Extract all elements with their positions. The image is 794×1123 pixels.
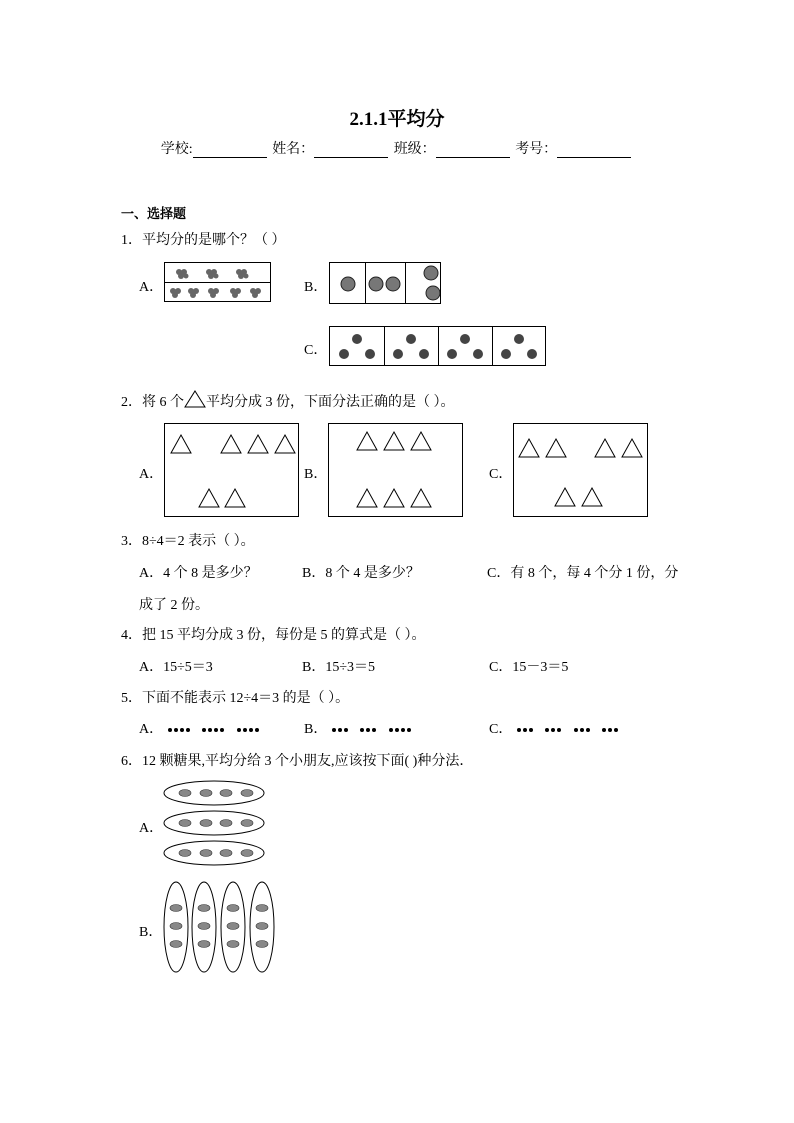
triangle-icon [546,439,566,457]
apple-icon [339,349,349,359]
dot-icon [249,728,253,732]
dot-icon [168,728,172,732]
triangle-icon [622,439,642,457]
q6-option-a-label[interactable]: A． [139,821,164,836]
triangle-icon [411,489,431,507]
q6-option-b-label[interactable]: B． [139,925,163,940]
triangle-icons [165,424,298,516]
dot-group [601,722,619,737]
exam-no-label: 考号： [515,142,558,157]
triangle-icon [357,432,377,450]
candy-icon [227,905,239,948]
dot-icon [401,728,405,732]
q2-option-b-label[interactable]: B． [304,467,328,482]
watermelon-icon [341,277,355,291]
name-label: 姓名： [272,142,315,157]
dot-icon [243,728,247,732]
dot-group [359,722,377,737]
dot-group [236,722,260,737]
apple-icon [352,334,362,344]
dot-group [573,722,591,737]
apple-icon [393,349,403,359]
dot-icon [186,728,190,732]
grape-icon [176,269,189,279]
q5-option-b[interactable] [304,718,412,738]
triangle-icon [384,489,404,507]
section-heading: 一、选择题 [121,206,187,221]
dot-icon [360,728,364,732]
dot-icon [366,728,370,732]
triangle-icon [519,439,539,457]
apple-icon [501,349,511,359]
triangle-icon [171,435,191,453]
dot-group [167,722,191,737]
dot-icon [574,728,578,732]
dot-icon [220,728,224,732]
dot-icon [332,728,336,732]
school-blank[interactable] [193,143,267,158]
watermelon-icon [424,266,438,280]
class-label: 班级： [393,142,436,157]
triangle-icon [582,488,602,506]
q3-option-a[interactable]: A．4 个 8 是多少？ [139,566,258,581]
q1-option-b-figure [329,262,441,304]
triangle-icons [329,424,462,516]
watermelon-icons [330,263,440,303]
triangle-icon [184,390,206,408]
dot-icon [255,728,259,732]
q1-option-c-figure [329,326,546,366]
grape-icon [208,288,219,298]
q4-option-b[interactable]: B．15÷3＝5 [302,660,376,675]
class-blank[interactable] [436,143,510,158]
q1-option-b-label[interactable]: B． [304,280,328,295]
name-blank[interactable] [314,143,388,158]
student-info-row [0,138,794,158]
candy-icon [256,905,268,948]
dot-icon [389,728,393,732]
q2-option-a-figure [164,423,299,517]
q5-option-c[interactable] [489,718,619,738]
candy-icon [170,905,182,948]
q1-option-a-label[interactable]: A． [139,280,164,295]
triangle-icon [199,489,219,507]
q5-option-b-label: B． [304,722,328,737]
apple-icon [419,349,429,359]
triangle-icon [595,439,615,457]
candy-icon [198,905,210,948]
q2-stem [121,390,455,411]
q5-option-a[interactable] [139,718,260,738]
q2-option-c-figure [513,423,648,517]
q1-option-a-figure [164,262,271,302]
page-title: 2.1.1平均分 [349,109,445,130]
dot-icon [557,728,561,732]
dot-icon [523,728,527,732]
dot-icon [174,728,178,732]
dot-group [516,722,534,737]
grape-icon [236,269,249,279]
dot-icon [602,728,606,732]
q4-option-a[interactable]: A．15÷5＝3 [139,660,213,675]
q6-option-a-figure [163,780,267,866]
q5-option-a-label: A． [139,722,164,737]
triangle-icon [248,435,268,453]
dot-icon [180,728,184,732]
dot-group [201,722,225,737]
apple-icon [447,349,457,359]
q5-option-c-label: C． [489,722,513,737]
dot-icon [237,728,241,732]
grape-icon [230,288,241,298]
q2-option-b-figure [328,423,463,517]
q2-option-c-label[interactable]: C． [489,467,513,482]
dot-icon [614,728,618,732]
dot-icon [395,728,399,732]
q2-stem-pre: 2．将 6 个 [121,395,184,410]
q1-stem: 1．平均分的是哪个？（ ） [121,233,286,248]
dot-group [388,722,412,737]
grape-icons [165,263,270,301]
q5-stem: 5．下面不能表示 12÷4＝3 的是（ ）。 [121,691,350,706]
dot-icon [344,728,348,732]
apple-icon [406,334,416,344]
triangle-icon [275,435,295,453]
dot-icon [545,728,549,732]
triangle-icon [384,432,404,450]
candy-icon [179,820,253,827]
dot-icon [372,728,376,732]
q4-stem: 4．把 15 平均分成 3 份，每份是 5 的算式是（ ）。 [121,628,426,643]
triangle-icon [555,488,575,506]
watermelon-icon [426,286,440,300]
q6-option-b-figure [162,880,276,974]
dot-icon [208,728,212,732]
dot-icon [407,728,411,732]
q1-option-c-label[interactable]: C． [304,343,328,358]
triangle-icon [221,435,241,453]
dot-icon [517,728,521,732]
triangle-icon [357,489,377,507]
dot-icon [608,728,612,732]
dot-group [544,722,562,737]
q6-stem: 6．12 颗糖果,平均分给 3 个小朋友,应该按下面( )种分法． [121,754,474,769]
triangle-icons [514,424,647,516]
exam-no-blank[interactable] [557,143,631,158]
q2-stem-post: 平均分成 3 份，下面分法正确的是（ ）。 [206,395,455,410]
q3-option-b[interactable]: B．8 个 4 是多少？ [302,566,420,581]
triangle-icon [411,432,431,450]
apple-icon [460,334,470,344]
apple-icons [330,327,545,365]
q2-option-a-label[interactable]: A． [139,467,164,482]
q3-stem: 3．8÷4＝2 表示（ ）。 [121,534,255,549]
dot-icon [529,728,533,732]
grape-icon [170,288,181,298]
dot-group [331,722,349,737]
candy-icon [179,790,253,797]
dot-icon [580,728,584,732]
watermelon-icon [369,277,383,291]
apple-icon [514,334,524,344]
dot-icon [338,728,342,732]
grape-icon [188,288,199,298]
triangle-icon [225,489,245,507]
grape-icon [206,269,219,279]
candy-icon [179,850,253,857]
grape-icon [250,288,261,298]
apple-icon [527,349,537,359]
q3-option-c-cont: 成了 2 份。 [139,598,209,613]
dot-icon [202,728,206,732]
dot-icon [214,728,218,732]
dot-icon [586,728,590,732]
candy-ovals-vertical [162,880,276,974]
apple-icon [365,349,375,359]
q4-option-c[interactable]: C．15－3＝5 [489,660,569,675]
candy-ovals-horizontal [163,780,267,866]
school-label: 学校: [160,142,193,157]
dot-icon [551,728,555,732]
apple-icon [473,349,483,359]
q3-option-c[interactable]: C．有 8 个，每 4 个分 1 份，分 [487,566,679,581]
watermelon-icon [386,277,400,291]
